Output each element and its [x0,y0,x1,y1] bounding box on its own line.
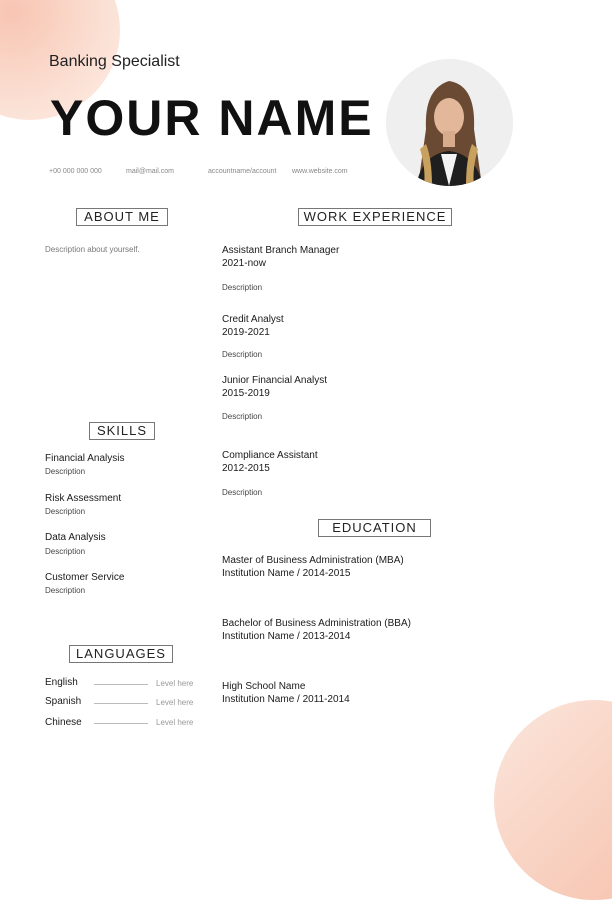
work-description: Description [222,350,263,359]
skill-description: Description [45,547,86,556]
work-item [222,313,284,339]
language-level: Level here [156,679,194,688]
education-item [222,680,350,706]
language-name: Chinese [45,717,82,728]
work-role: Credit Analyst [222,314,284,325]
work-description: Description [222,488,263,497]
education-institution: Institution Name / 2011-2014 [222,694,350,705]
work-years: 2019-2021 [222,327,270,338]
work-item [222,449,318,475]
language-divider [94,723,148,724]
education-degree: Bachelor of Business Administration (BBA) [222,618,411,629]
education-heading: EDUCATION [318,519,431,537]
language-name: English [45,677,78,688]
skill-description: Description [45,586,86,595]
education-degree: Master of Business Administration (MBA) [222,555,404,566]
skill-title: Financial Analysis [45,453,125,464]
work-item [222,244,339,270]
job-title: Banking Specialist [49,53,180,70]
education-degree: High School Name [222,681,306,692]
skill-title: Data Analysis [45,532,106,543]
work-role: Junior Financial Analyst [222,375,328,386]
education-institution: Institution Name / 2013-2014 [222,631,351,642]
account-text: accountname/account [208,168,277,175]
skill-title: Risk Assessment [45,493,122,504]
phone-text: +00 000 000 000 [49,168,102,175]
language-name: Spanish [45,696,82,707]
work-description: Description [222,283,263,292]
education-item [222,554,404,580]
work-role: Assistant Branch Manager [222,245,340,256]
skills-heading: SKILLS [89,422,155,440]
skill-description: Description [45,507,86,516]
language-level: Level here [156,698,194,707]
education-item [222,617,411,643]
skill-title: Customer Service [45,572,125,583]
work-years: 2015-2019 [222,388,270,399]
language-divider [94,684,148,685]
about-me-heading: ABOUT ME [76,208,168,226]
work-years: 2012-2015 [222,463,270,474]
work-description: Description [222,412,263,421]
language-divider [94,703,148,704]
work-item [222,374,327,400]
decorative-blob-bottom-right [494,700,612,900]
about-me-text: Description about yourself. [45,245,140,254]
email-text: mail@mail.com [126,168,174,175]
profile-photo [386,59,513,186]
full-name: YOUR NAME [50,90,374,146]
skill-description: Description [45,467,86,476]
profile-photo-illustration [386,59,513,186]
website-text: www.website.com [292,168,348,175]
language-level: Level here [156,718,194,727]
education-institution: Institution Name / 2014-2015 [222,568,351,579]
work-years: 2021-now [222,258,266,269]
work-role: Compliance Assistant [222,450,318,461]
languages-heading: LANGUAGES [69,645,173,663]
work-experience-heading: WORK EXPERIENCE [298,208,452,226]
